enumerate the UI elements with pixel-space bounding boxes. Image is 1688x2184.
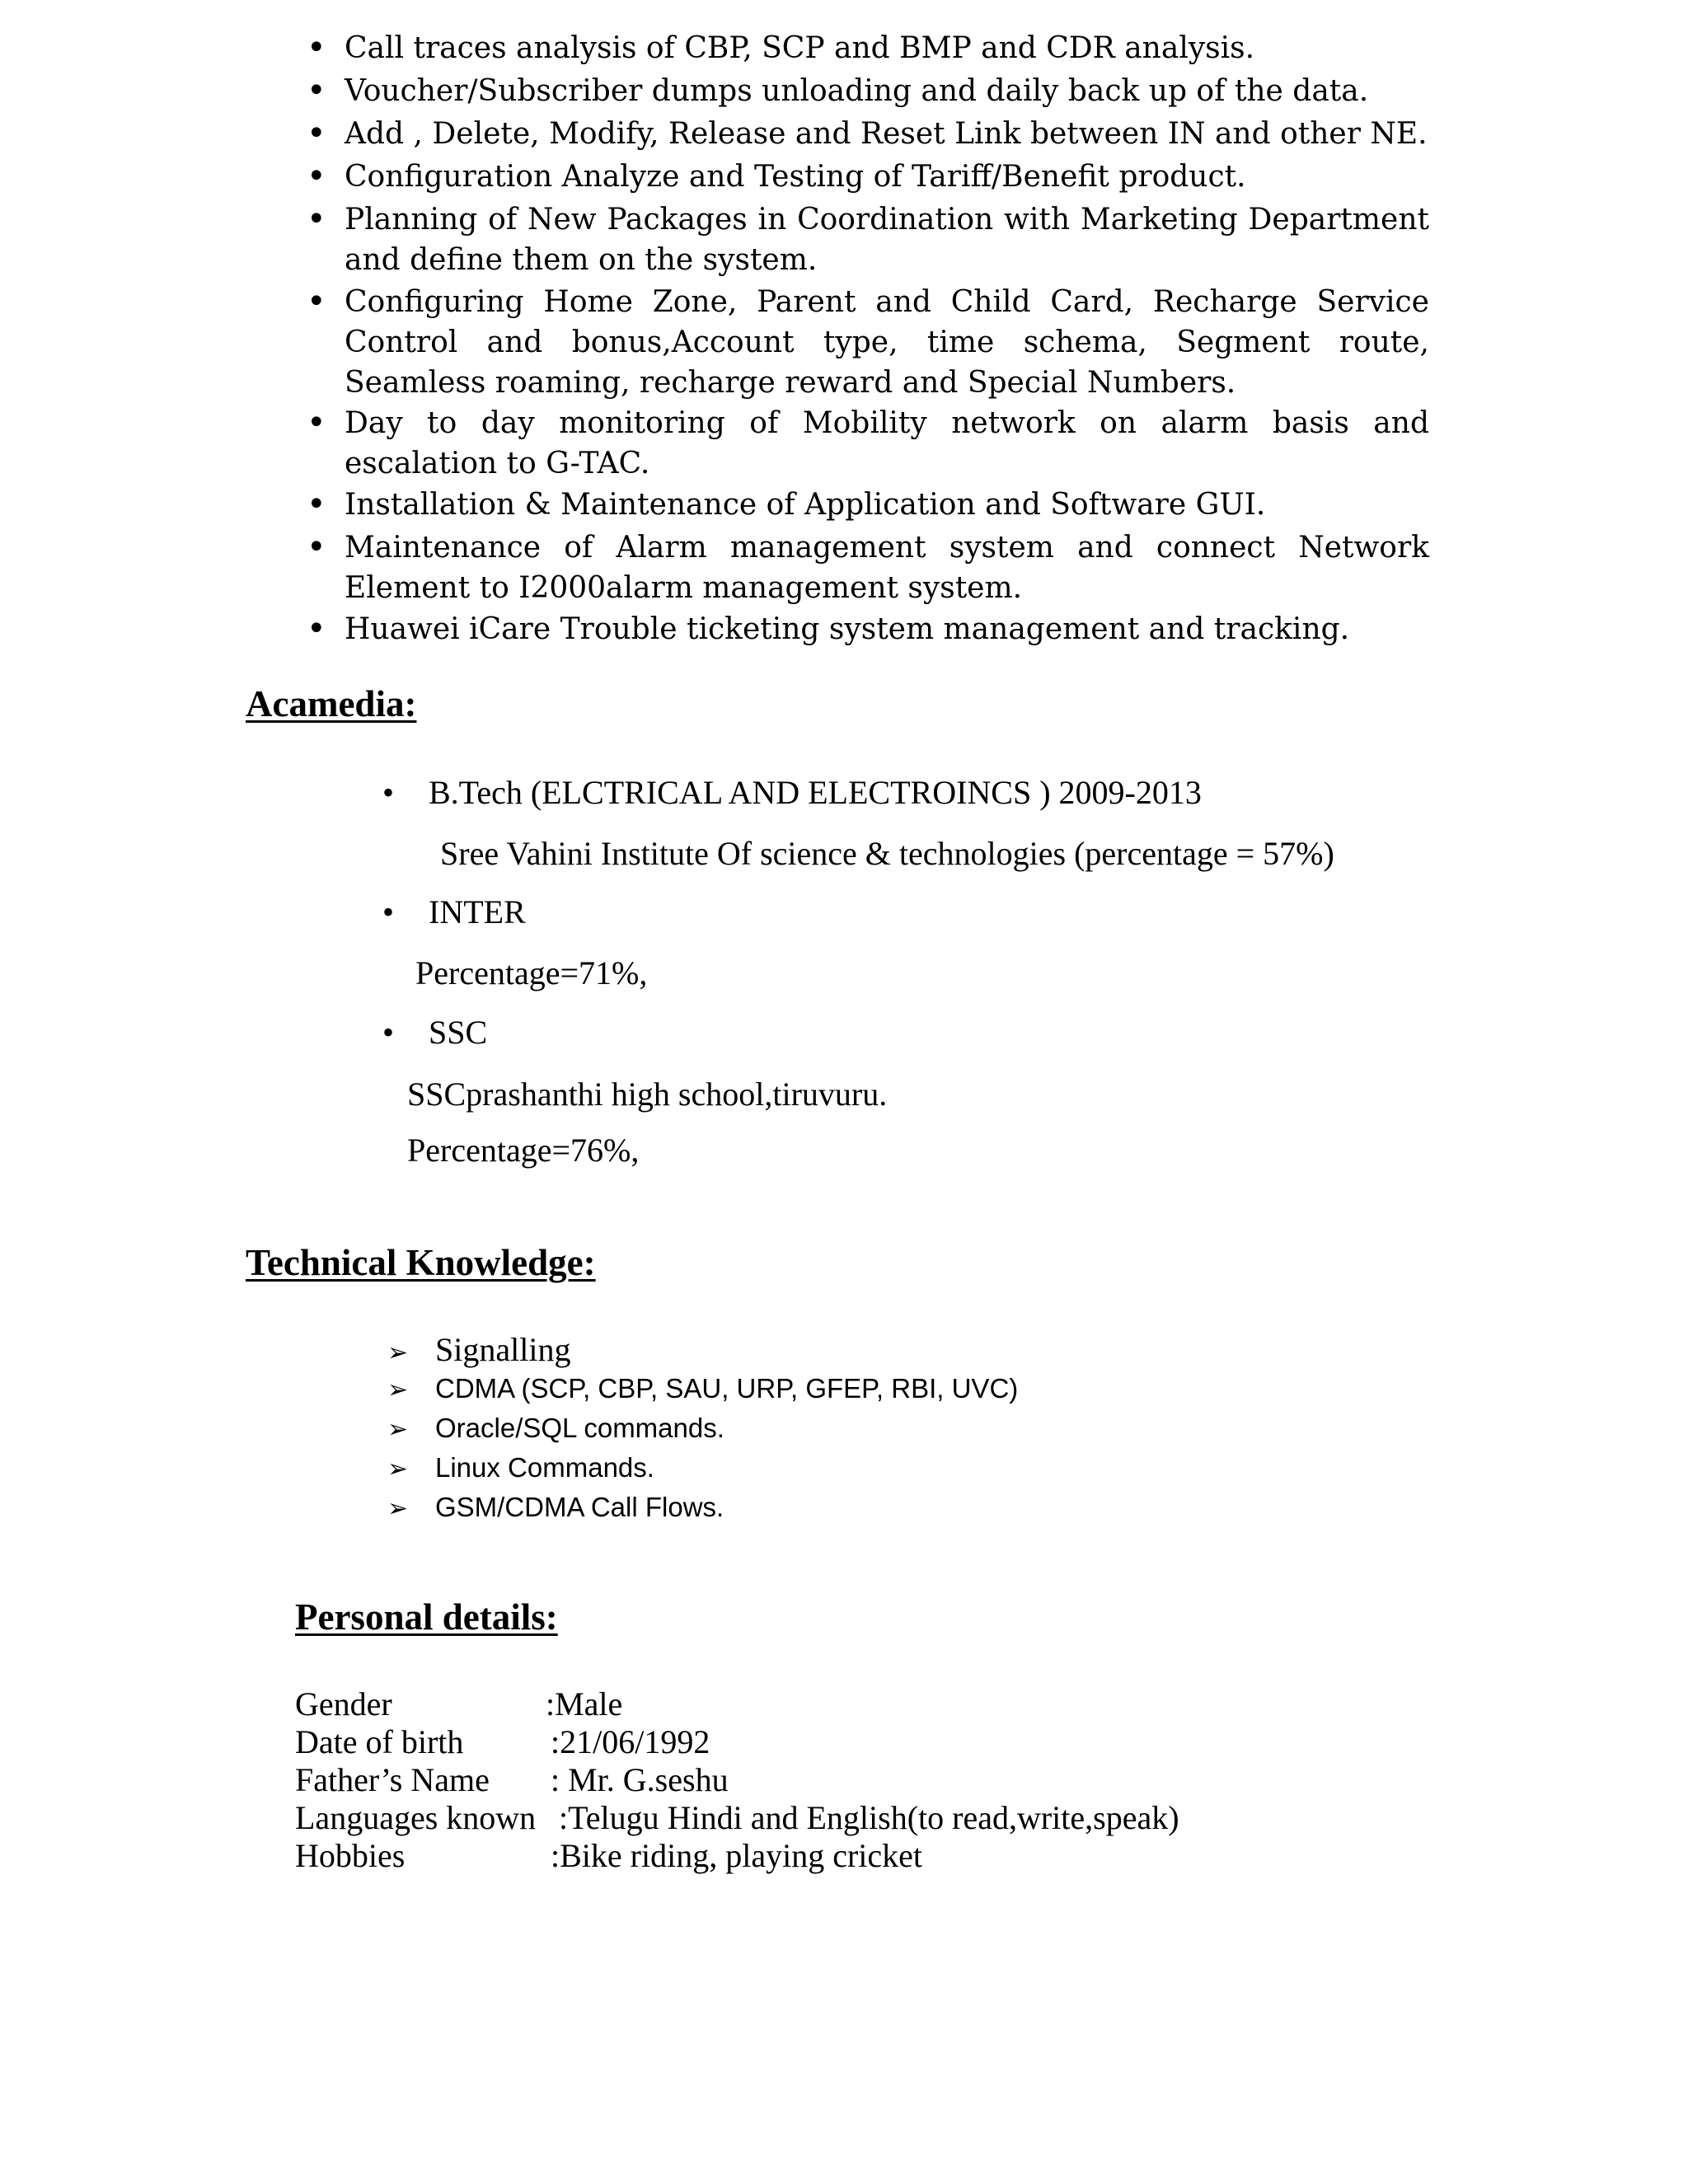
arrow-bullet-icon: ➢ [387,1455,409,1483]
bullet-icon: • [382,774,395,811]
languages-value: :Telugu Hindi and English(to read,write,speak) [559,1799,1179,1836]
dob-value: :21/06/1992 [551,1723,710,1760]
bullet-icon: • [307,610,326,648]
list-item [387,1454,654,1482]
work-item-text: Planning of New Packages in Coordination with Marketing Department and define them on the system. [345,203,1429,277]
list-item [307,199,1429,280]
bullet-icon: • [307,200,326,238]
list-item [387,1333,570,1366]
bullet-icon: • [307,72,326,110]
work-item-text: Day to day monitoring of Mobility network on alarm basis and escalation to G-TAC. [345,406,1429,480]
tech-item-text: Oracle/SQL commands. [435,1413,724,1443]
inter-percentage: Percentage=71%, [415,954,648,991]
father-name-label: Father’s Name [295,1761,490,1798]
bullet-icon: • [307,404,326,442]
ssc-percentage: Percentage=76%, [407,1132,640,1169]
technical-heading: Technical Knowledge: [246,1242,596,1283]
btech-institute: Sree Vahini Institute Of science & technologies (percentage = 57%) [440,835,1334,872]
bullet-icon: • [307,115,326,152]
tech-item-text: Signalling [435,1331,571,1368]
bullet-icon: • [307,485,326,523]
arrow-bullet-icon: ➢ [387,1415,409,1444]
bullet-icon: • [382,1014,395,1051]
btech-degree: B.Tech (ELCTRICAL AND ELECTROINCS ) 2009-2013 [429,774,1202,811]
work-item-text: Voucher/Subscriber dumps unloading and daily back up of the data. [345,74,1369,108]
list-item [307,71,1429,111]
father-name-value: : Mr. G.seshu [551,1761,729,1798]
ssc-degree: SSC [429,1014,488,1051]
hobbies-value: :Bike riding, playing cricket [551,1837,922,1874]
list-item [387,1493,724,1521]
work-item-text: Huawei iCare Trouble ticketing system management and tracking. [345,612,1350,646]
list-item [307,282,1429,403]
gender-label: Gender [295,1685,392,1722]
bullet-icon: • [307,157,326,195]
ssc-school: SSCprashanthi high school,tiruvuru. [407,1076,888,1113]
list-item [387,1375,1018,1403]
list-item [307,609,1429,649]
tech-item-text: GSM/CDMA Call Flows. [435,1492,724,1522]
work-item-text: Add , Delete, Modify, Release and Reset Link between IN and other NE. [345,117,1428,151]
work-item-text: Configuring Home Zone, Parent and Child Card, Recharge Service Control and bonus,Account type, time schema, Segment route, Seamless roaming, recharge reward and Special Numbers. [345,285,1429,400]
work-item-text: Installation & Maintenance of Application and Software GUI. [345,488,1266,522]
list-item [307,28,1429,68]
bullet-icon: • [307,283,326,321]
languages-label: Languages known [295,1799,537,1836]
gender-value: :Male [546,1685,623,1722]
list-item [307,403,1429,484]
inter-degree: INTER [429,893,526,930]
work-item-text: Configuration Analyze and Testing of Tariff/Benefit product. [345,160,1246,194]
list-item [307,114,1429,154]
work-item-text: Maintenance of Alarm management system and connect Network Element to I2000alarm management system. [345,531,1429,605]
tech-item-text: Linux Commands. [435,1452,654,1483]
arrow-bullet-icon: ➢ [387,1376,409,1404]
hobbies-label: Hobbies [295,1837,406,1874]
arrow-bullet-icon: ➢ [387,1494,409,1523]
list-item [307,527,1429,608]
tech-item-text: CDMA (SCP, CBP, SAU, URP, GFEP, RBI, UVC) [435,1373,1019,1404]
bullet-icon: • [307,528,326,566]
personal-heading: Personal details: [295,1596,558,1638]
list-item [307,485,1429,525]
academia-heading: Acamedia: [246,683,417,724]
list-item [387,1414,724,1442]
arrow-bullet-icon: ➢ [387,1338,409,1367]
bullet-icon: • [382,893,395,930]
dob-label: Date of birth [295,1723,464,1760]
list-item [307,157,1429,197]
bullet-icon: • [307,29,326,67]
work-item-text: Call traces analysis of CBP, SCP and BMP and CDR analysis. [345,31,1255,65]
